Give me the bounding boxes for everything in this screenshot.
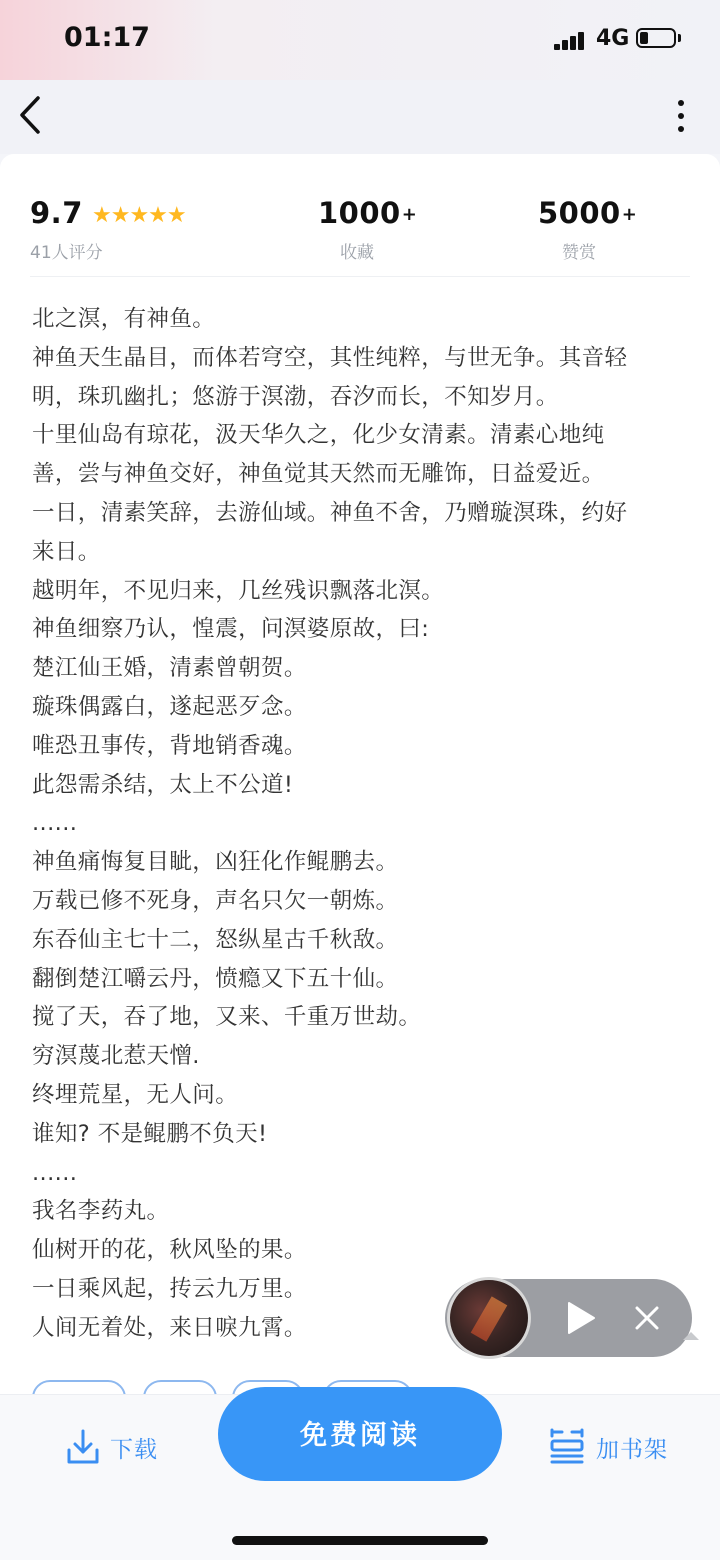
status-bar [0, 0, 720, 80]
rating-count-label: 41人评分 [30, 243, 103, 263]
home-indicator [232, 1536, 488, 1545]
synopsis-line: 唯恐丑事传，背地销香魂。 [32, 732, 307, 759]
synopsis-line: 神鱼痛悔复目眦，凶狂化作鲲鹏去。 [32, 849, 399, 876]
synopsis-line: 璇珠偶露白，遂起恶歹念。 [32, 693, 307, 720]
download-icon[interactable] [66, 1428, 100, 1466]
download-button[interactable]: 下载 [110, 1437, 158, 1463]
close-icon[interactable] [632, 1303, 662, 1333]
synopsis-line: ...... [32, 1159, 78, 1186]
synopsis-line: 一日乘风起，抟云九万里。 [32, 1275, 307, 1302]
add-to-bookshelf-button[interactable]: 加书架 [596, 1437, 668, 1463]
book-cover-thumbnail[interactable] [447, 1277, 531, 1359]
synopsis-line: 十里仙岛有琼花，汲天华久之，化少女清素。清素心地纯 [32, 422, 605, 449]
star-icon: ★ [129, 202, 150, 228]
battery-icon [636, 28, 676, 48]
rating-value: 9.7 [30, 196, 83, 230]
star-icon: ★ [110, 202, 131, 228]
synopsis-line: 我名李药丸。 [32, 1198, 170, 1225]
star-icon: ★ [166, 202, 187, 228]
rating-stat [30, 196, 186, 263]
favorites-suffix: + [401, 204, 417, 225]
rewards-suffix: + [621, 204, 637, 225]
navigation-bar [0, 80, 720, 154]
rewards-value: 5000 [538, 196, 621, 230]
synopsis-line: 越明年，不见归来，几丝残识飘落北溟。 [32, 577, 445, 604]
stats-divider [30, 276, 690, 277]
synopsis-line: ...... [32, 810, 78, 837]
rating-stars [91, 202, 187, 228]
tag-chip[interactable] [32, 1380, 126, 1394]
free-read-button[interactable]: 免费阅读 [218, 1387, 502, 1481]
synopsis-line: 谁知? 不是鲲鹏不负天! [32, 1120, 268, 1147]
synopsis-line: 楚江仙王婚，清素曾朝贺。 [32, 655, 307, 682]
favorites-value: 1000 [318, 196, 401, 230]
player-corner-marker [683, 1332, 699, 1340]
synopsis-line: 东吞仙主七十二，怒纵星古千秋敌。 [32, 926, 399, 953]
book-synopsis [32, 300, 692, 1348]
synopsis-line: 人间无着处，来日唳九霄。 [32, 1314, 307, 1341]
star-icon: ★ [148, 202, 168, 228]
favorites-stat [318, 196, 417, 263]
synopsis-line: 穷溟蔑北惹天憎. [32, 1043, 200, 1070]
more-options-icon[interactable] [670, 98, 692, 134]
favorites-label: 收藏 [340, 243, 374, 263]
status-time: 01:17 [64, 22, 150, 53]
synopsis-line: 善，尝与神鱼交好，神鱼觉其天然而无雕饰，日益爱近。 [32, 461, 605, 488]
tag-chip[interactable] [143, 1380, 217, 1394]
play-icon[interactable] [563, 1301, 597, 1335]
chevron-left-icon[interactable] [14, 92, 50, 138]
synopsis-line: 此怨需杀结，太上不公道! [32, 771, 294, 798]
synopsis-line: 来日。 [32, 538, 101, 565]
rewards-stat [538, 196, 637, 263]
add-to-bookshelf-icon[interactable] [548, 1427, 586, 1465]
synopsis-line: 终埋荒星，无人问。 [32, 1081, 239, 1108]
synopsis-line: 万载已修不死身，声名只欠一朝炼。 [32, 887, 399, 914]
synopsis-line: 一日，清素笑辞，去游仙域。神鱼不舍，乃赠璇溟珠，约好 [32, 499, 628, 526]
synopsis-line: 神鱼细察乃认，惶震，问溟婆原故，曰: [32, 616, 430, 643]
star-icon: ★ [91, 202, 112, 228]
synopsis-line: 北之溟，有神鱼。 [32, 306, 216, 332]
synopsis-line: 翻倒楚江嚼云丹，愤瘾又下五十仙。 [32, 965, 399, 992]
cellular-signal-icon [554, 30, 588, 50]
synopsis-line: 搅了天，吞了地，又来、千重万世劫。 [32, 1004, 422, 1031]
synopsis-line: 神鱼天生晶目，而体若穹空，其性纯粹，与世无争。其音轻 [32, 344, 628, 371]
network-type: 4G [596, 26, 630, 51]
rewards-label: 赞赏 [562, 243, 596, 263]
synopsis-line: 仙树开的花，秋风坠的果。 [32, 1237, 307, 1264]
synopsis-line: 明，珠玑幽扎；悠游于溟渤，吞汐而长，不知岁月。 [32, 383, 559, 410]
